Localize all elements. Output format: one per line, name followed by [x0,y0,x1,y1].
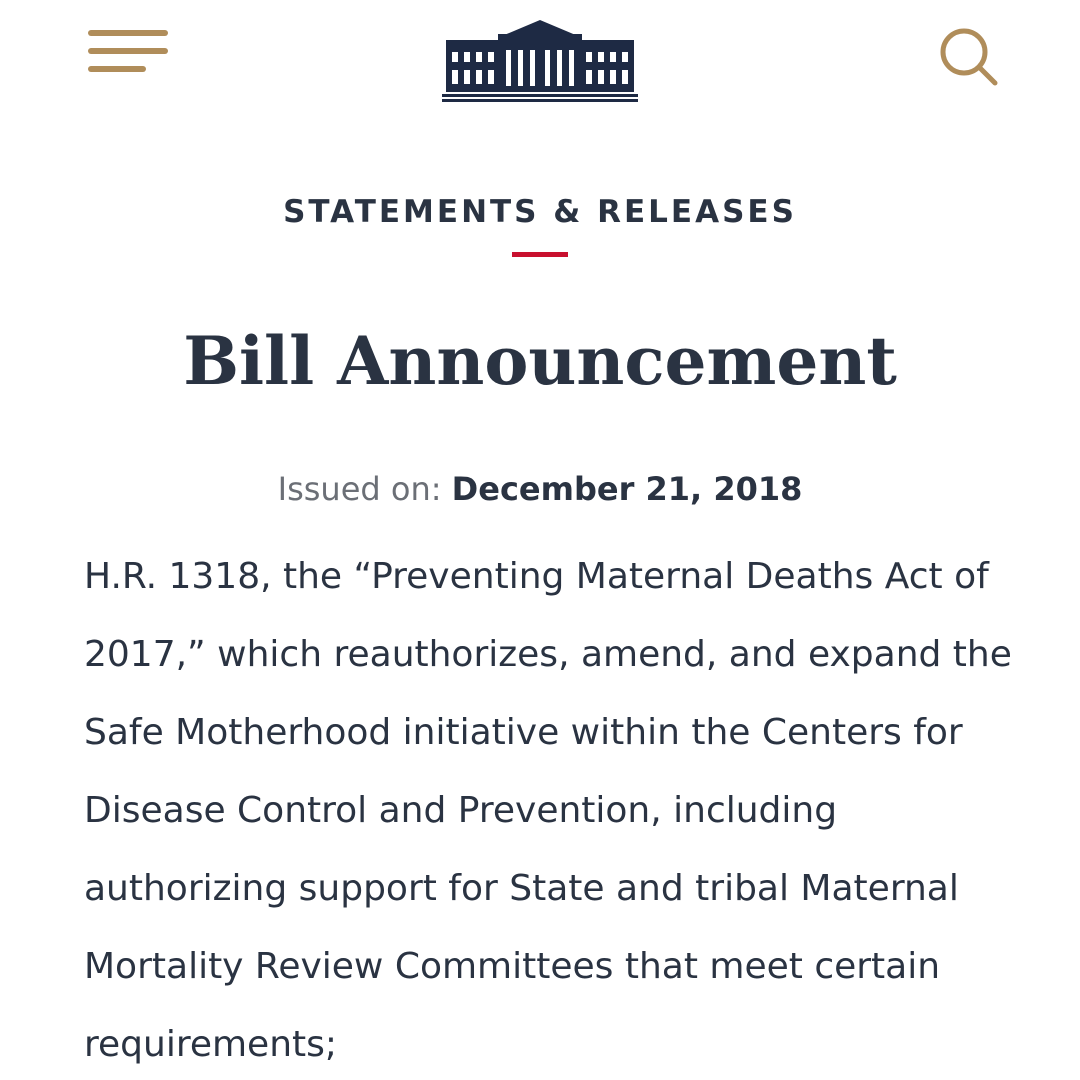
site-header [0,0,1080,130]
search-button[interactable] [934,22,1004,92]
issued-date-line [0,470,1080,508]
search-icon [934,22,1004,92]
white-house-logo[interactable] [442,16,638,102]
article-body: H.R. 1318, the “Preventing Maternal Deaths Act of 2017,” which reauthorizes, amend, and expand the Safe Motherhood initiative within the Centers for Disease Control and Prevention, including authorizing support for State and tribal Maternal Mortality Review Committees that meet certain requirements; [84,556,1012,1065]
white-house-logo-icon [442,16,638,102]
issued-date: December 21, 2018 [451,470,803,508]
hamburger-menu-icon [84,24,174,84]
issued-label: Issued on: [277,470,442,508]
menu-button[interactable] [84,24,174,84]
section-label[interactable]: STATEMENTS & RELEASES [283,194,797,230]
page-title: Bill Announcement [183,322,897,400]
section-divider [512,252,568,257]
